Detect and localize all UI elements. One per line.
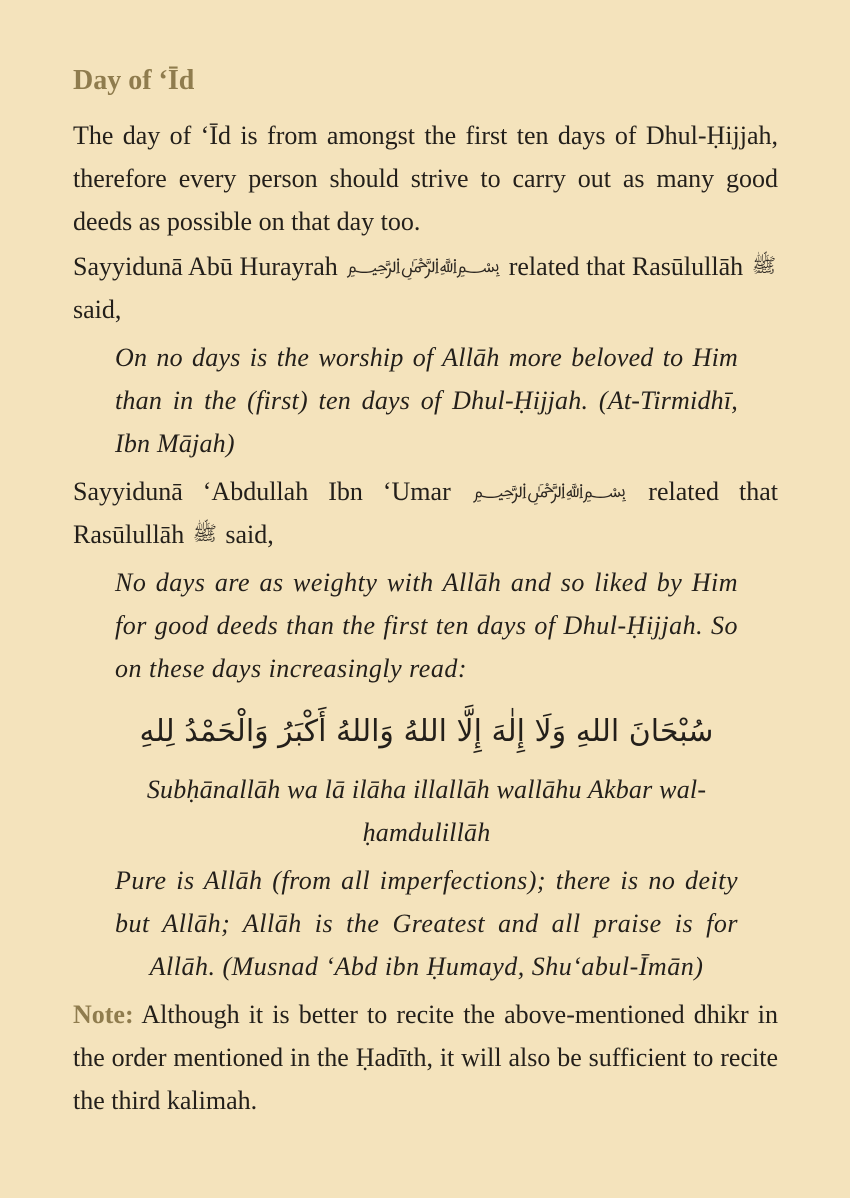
narrator-name-2: Sayyidunā ‘Abdullah Ibn ‘Umar <box>73 477 451 506</box>
sallallahu-alayhi-wasallam-icon: ﷺ <box>751 255 777 277</box>
hadith-quote-1: On no days is the worship of Allāh more beloved to Him than in the (first) ten days of Dhul-Ḥijjah. (At-Tirmidhī, Ibn Mājah) <box>115 343 738 458</box>
note-paragraph <box>73 993 778 1122</box>
narration-intro-2-line1 <box>73 470 778 513</box>
note-text: Although it is better to recite the above-mentioned dhikr in the order mentioned in the Ḥadīth, it will also be sufficient to recite the third kalimah. <box>73 1000 778 1115</box>
narration-connector: related that Rasūlullāh <box>508 252 744 281</box>
radiyallahu-anhu-icon-2: ﷽ <box>472 480 627 502</box>
narration-said: said, <box>73 295 122 324</box>
narration-said-2: said, <box>225 520 274 549</box>
radiyallahu-anhu-icon: ﷽ <box>346 255 500 277</box>
intro-paragraph: The day of ‘Īd is from amongst the first ten days of Dhul-Ḥijjah, therefore every person should strive to carry out as many good deeds as possible on that day too. <box>73 121 778 236</box>
arabic-dhikr: سُبْحَانَ اللهِ وَلَا إِلٰهَ إِلَّا اللهُ وَاللهُ أَكْبَرُ وَالْحَمْدُ لِلهِ <box>139 714 714 749</box>
narrator-name: Sayyidunā Abū Hurayrah <box>73 252 338 281</box>
section-heading: Day of ‘Īd <box>73 65 195 96</box>
narration-connector-2: related that <box>648 477 779 506</box>
hadith-quote-2: No days are as weighty with Allāh and so liked by Him for good deeds than the first ten days of Dhul-Ḥijjah. So on these days increasingly read: <box>115 568 738 683</box>
narration-intro-1 <box>73 245 778 331</box>
transliteration: Subḥānallāh wa lā ilāha illallāh wallāhu Akbar wal-ḥamdulillāh <box>146 775 707 847</box>
sallallahu-alayhi-wasallam-icon-2: ﷺ <box>192 523 217 545</box>
narration-intro-2-line2 <box>73 513 778 556</box>
narration-rasulullah: Rasūlullāh <box>73 520 185 549</box>
note-label: Note: <box>73 1000 134 1029</box>
translation: Pure is Allāh (from all imperfections); there is no deity but Allāh; Allāh is the Greatest and all praise is for Allāh. (Musnad ‘Abd ibn Ḥumayd, Shu‘abul-Īmān) <box>115 866 738 981</box>
